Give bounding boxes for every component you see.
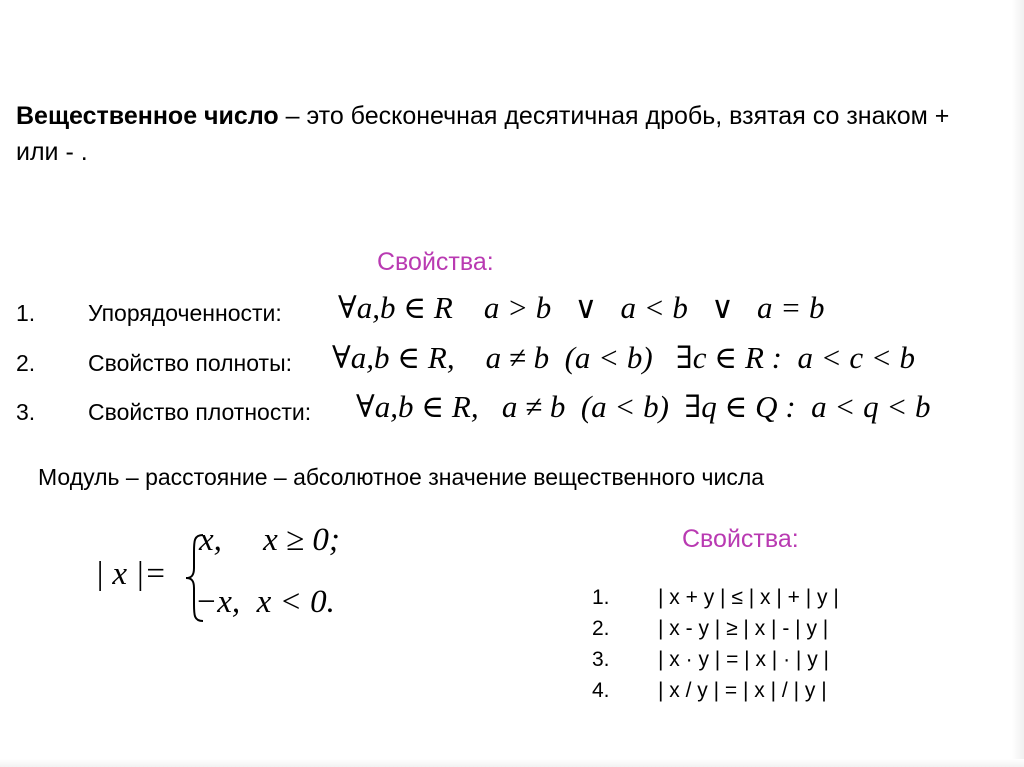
list-item-number: 4.	[592, 679, 610, 702]
property-completeness	[16, 340, 1016, 390]
property-label: Свойство полноты:	[88, 350, 292, 376]
list-item-number: 1.	[592, 586, 610, 609]
real-number-definition	[16, 98, 996, 170]
list-item-number: 2.	[592, 617, 610, 640]
property-formula: ∀a,b ∈ R, a ≠ b (a < b) ∃c ∈ R : a < c < b	[332, 340, 916, 375]
abs-properties-title: Свойства:	[682, 525, 799, 553]
property-number: 3.	[16, 399, 36, 425]
property-formula: ∀a,b ∈ R a > b ∨ a < b ∨ a = b	[338, 290, 825, 325]
property-number: 1.	[16, 300, 36, 326]
property-formula: ∀a,b ∈ R, a ≠ b (a < b) ∃q ∈ Q : a < q < b	[356, 389, 931, 424]
definition-text: – это бесконечная десятичная дробь, взятая со знаком + или - .	[16, 102, 950, 166]
property-number: 2.	[16, 350, 36, 376]
slide-edge-shadow-bottom	[0, 759, 1024, 767]
absolute-value-formula	[95, 520, 395, 630]
module-definition: Модуль – расстояние – абсолютное значение вещественного числа	[38, 464, 765, 490]
property-label: Упорядоченности:	[88, 300, 282, 326]
abs-formula-lhs: | x |=	[95, 556, 167, 592]
list-item-text: | x + y | ≤ | x | + | y |	[658, 586, 839, 609]
list-item-number: 3.	[592, 648, 610, 671]
properties-title: Свойства:	[377, 248, 494, 276]
abs-case-nonnegative: x, x ≥ 0;	[199, 522, 340, 558]
definition-term: Вещественное число	[16, 102, 279, 130]
property-ordering	[16, 290, 1016, 340]
list-item-text: | x / y | = | x | / | y |	[658, 679, 827, 702]
list-item-text: | x - y | ≥ | x | - | y |	[658, 617, 829, 640]
property-label: Свойство плотности:	[88, 399, 312, 425]
list-item-text: | x · y | = | x | · | y |	[658, 648, 829, 671]
abs-case-negative: −x, x < 0.	[195, 584, 335, 620]
property-density	[16, 389, 1016, 439]
